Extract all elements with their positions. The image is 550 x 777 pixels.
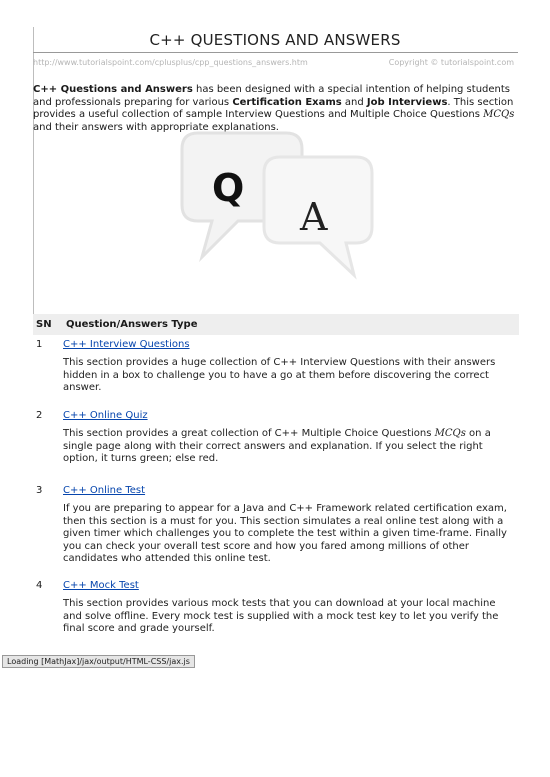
intro-bold-certification: Certification Exams <box>232 96 342 108</box>
row-description-mcqs: MCQs <box>434 428 466 439</box>
table-header-row <box>33 314 519 335</box>
qa-speech-bubbles-image <box>168 127 388 287</box>
row-description: This section provides a huge collection of C++ Interview Questions with their answers hidden in a box to challenge you to have a go at them before discovering the correct answer. <box>63 357 496 393</box>
row-sn: 1 <box>36 339 43 350</box>
intro-text-2: and <box>341 96 367 108</box>
link-online-quiz[interactable]: C++ Online Quiz <box>63 410 148 421</box>
intro-bold-title: C++ Questions and Answers <box>33 84 193 95</box>
intro-text-3: . This section provides a useful collection of sample Interview Questions and Multiple Choice Questions <box>33 96 514 120</box>
row-sn: 3 <box>36 485 43 496</box>
copyright-text: Copyright © tutorialspoint.com <box>388 58 514 67</box>
row-sn: 2 <box>36 410 43 421</box>
intro-text-4: and their answers with appropriate explanations. <box>33 121 279 133</box>
link-online-test[interactable]: C++ Online Test <box>63 485 146 496</box>
intro-bold-interviews: Job Interviews <box>366 96 448 108</box>
row-sn: 4 <box>36 580 43 591</box>
link-interview-questions[interactable]: C++ Interview Questions <box>63 339 190 350</box>
row-description <box>63 428 508 466</box>
row-description-part: This section provides a great collection of C++ Multiple Choice Questions <box>63 428 435 439</box>
intro-text-1: has been designed with a special intention of helping students and professionals preparing for various <box>33 84 510 108</box>
mathjax-loading-status: Loading [MathJax]/jax/output/HTML-CSS/jax.js <box>2 655 195 668</box>
link-mock-test[interactable]: C++ Mock Test <box>63 580 139 591</box>
row-description-part: on a single page along with their correct answers and explanation. If you select the right option, it turns green; else red. <box>63 428 491 464</box>
row-description: This section provides various mock tests that you can download at your local machine and solve offline. Every mock test is supplied with a mock test key to let you verify the final score and grade yourself. <box>63 598 499 634</box>
q-letter: Q <box>212 166 245 210</box>
column-header-type: Question/Answers Type <box>66 319 198 330</box>
intro-mcqs: MCQs <box>483 109 515 120</box>
qa-types-table <box>33 314 519 634</box>
a-letter: A <box>300 195 328 239</box>
page-url: http://www.tutorialspoint.com/cplusplus/cpp_questions_answers.htm <box>33 58 308 67</box>
title-divider <box>33 52 518 53</box>
left-margin-line <box>33 27 34 327</box>
page-title: C++ QUESTIONS AND ANSWERS <box>149 31 401 49</box>
column-header-sn: SN <box>36 319 52 330</box>
row-description: If you are preparing to appear for a Java and C++ Framework related certification exam, then this section is a must for you. This section simulates a real online test along with a given timer which challenges you to complete the test within a given time-frame. Finally you can check your overall test score and how you fared among millions of other candidates who attended this online test. <box>63 503 507 564</box>
